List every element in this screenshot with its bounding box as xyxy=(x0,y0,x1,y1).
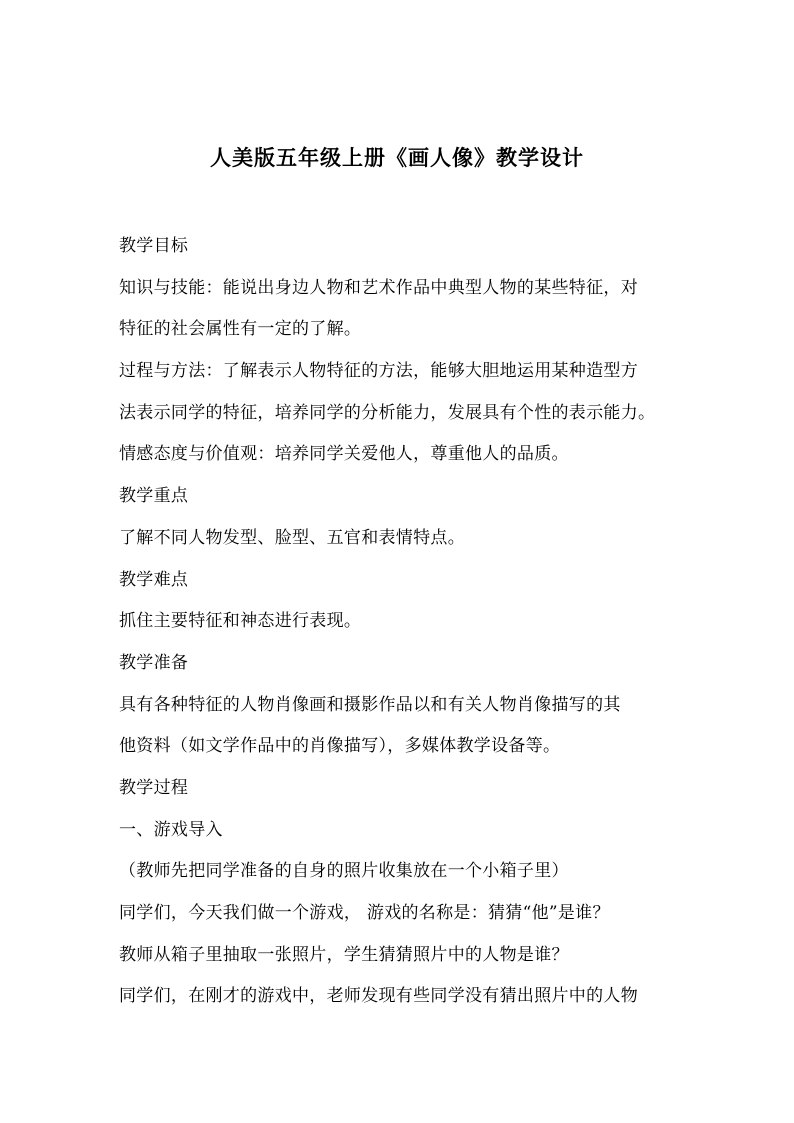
section-heading-objectives: 教学目标 xyxy=(119,236,189,256)
paragraph-line: （教师先把同学准备的自身的照片收集放在一个小箱子里） xyxy=(119,861,569,882)
paragraph-line: 同学们，在刚才的游戏中，老师发现有些同学没有猜出照片中的人物 xyxy=(119,986,638,1007)
section-heading-preparation: 教学准备 xyxy=(119,652,189,673)
paragraph-line: 抓住主要特征和神态进行表现。 xyxy=(119,611,362,632)
section-heading-difficulties: 教学难点 xyxy=(119,569,189,590)
paragraph-line: 他资料（如文学作品中的肖像描写），多媒体教学设备等。 xyxy=(119,736,561,757)
paragraph-line: 了解不同人物发型、脸型、五官和表情特点。 xyxy=(119,527,465,548)
paragraph-line: 知识与技能：能说出身边人物和艺术作品中典型人物的某些特征，对 xyxy=(119,277,638,298)
document-body xyxy=(119,226,689,1018)
subsection-heading: 一、游戏导入 xyxy=(119,819,223,840)
paragraph-line: 教师从箱子里抽取一张照片，学生猜猜照片中的人物是谁？ xyxy=(119,944,569,965)
paragraph-line: 特征的社会属性有一定的了解。 xyxy=(119,319,362,340)
document-title: 人美版五年级上册《画人像》教学设计 xyxy=(210,145,584,170)
paragraph-line: 具有各种特征的人物肖像画和摄影作品以和有关人物肖像描写的其 xyxy=(119,694,621,715)
paragraph-line: 情感态度与价值观：培养同学关爱他人，尊重他人的品质。 xyxy=(119,444,569,465)
paragraph-line: 过程与方法：了解表示人物特征的方法，能够大胆地运用某种造型方 xyxy=(119,361,638,382)
section-heading-process: 教学过程 xyxy=(119,777,189,798)
paragraph-line: 同学们，今天我们做一个游戏， 游戏的名称是：猜猜“他”是谁？ xyxy=(119,903,610,923)
paragraph-line: 法表示同学的特征，培养同学的分析能力，发展具有个性的表示能力。 xyxy=(119,402,656,423)
section-heading-key-points: 教学重点 xyxy=(119,486,189,507)
